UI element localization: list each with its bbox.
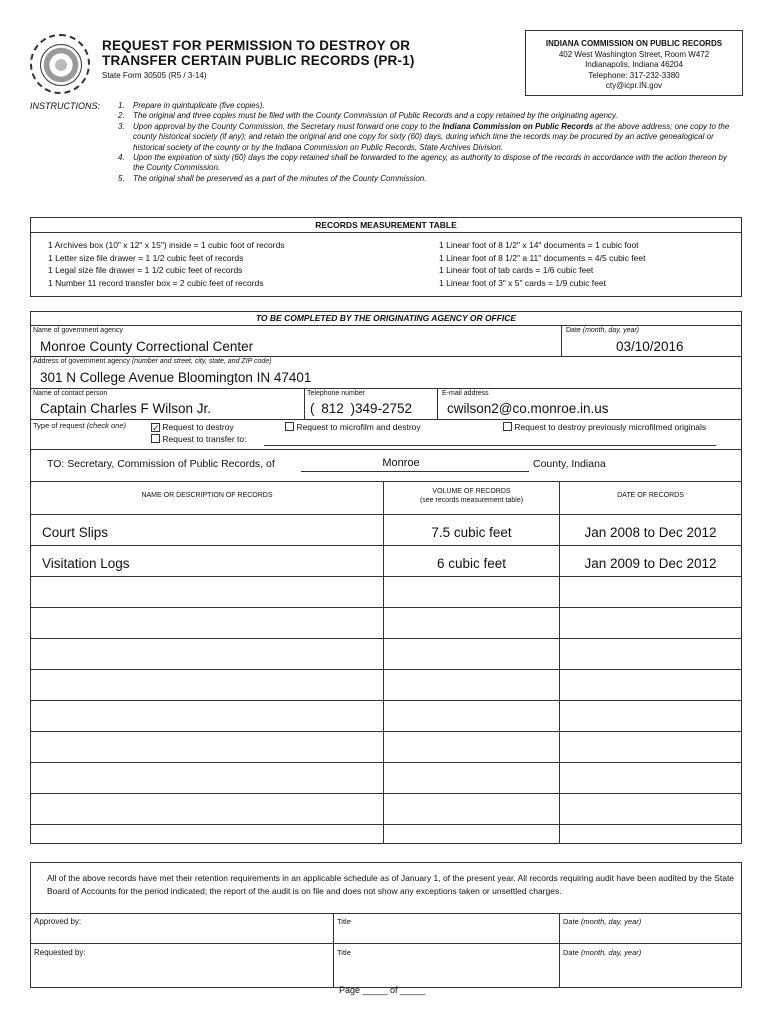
request-transfer-option[interactable]: Request to transfer to: [151,434,246,444]
phone-label: Telephone number [307,390,365,397]
instruction-item: 4. Upon the expiration of sixty (60) days the copy retained shall be forwarded to the agency, as authority to dispose of the records in accordance with the action thereon by the County Commission. [118,153,727,173]
agency-section [30,311,742,844]
email-label: E-mail address [442,390,489,397]
measurement-left-column: 1 Archives box (10" x 12" x 15") inside = 1 cubic foot of records 1 Letter size file drawer = 1 1/2 cubic feet of records 1 Legal size file drawer = 1 1/2 cubic feet of records 1 Number 11 record transfer box = 2 cubic feet of records [48,240,285,289]
state-seal-icon [30,34,90,94]
agency-name-field[interactable]: Monroe County Correctional Center [40,339,254,354]
email-field[interactable]: cwilson2@co.monroe.in.us [447,401,609,416]
requested-by-label: Requested by: [34,948,86,957]
instruction-item: 5. The original shall be preserved as a part of the minutes of the County Commission. [118,173,427,183]
record-name-cell[interactable]: Court Slips [42,525,109,540]
agency-name-label: Name of government agency [33,327,123,334]
contact-label: Name of contact person [33,390,108,397]
request-destroy-microfilmed-option[interactable]: Request to destroy previously microfilmed originals [503,422,706,432]
address-label: Address of government agency (number and street, city, state, and ZIP code) [33,358,272,365]
request-type-label: Type of request (check one) [33,421,126,430]
record-name-cell[interactable]: Visitation Logs [42,556,130,571]
instruction-item: 1. Prepare in quintuplicate (five copies). [118,101,265,110]
measurement-right-column: 1 Linear foot of 8 1/2" x 14" documents = 1 cubic foot 1 Linear foot of 8 1/2" a 11" documents = 4/5 cubic feet 1 Linear foot of tab cards = 1/6 cubic feet 1 Linear foot of 3" x 5" cards = 1/9 cubic feet [439,240,646,289]
request-destroy-option[interactable]: ✓ Request to destroy [152,422,234,433]
request-microfilm-option[interactable]: Request to microfilm and destroy [285,422,421,432]
approval-section [30,862,742,988]
instructions-list [118,101,730,184]
records-measurement-table [30,217,742,297]
county-field[interactable]: Monroe [301,458,529,472]
record-dates-cell[interactable]: Jan 2009 to Dec 2012 [584,556,717,571]
record-volume-cell[interactable]: 7.5 cubic feet [431,525,512,540]
form-number: State Form 30505 (R5 / 3-14) [102,71,207,80]
request-transfer-checkbox[interactable] [151,434,160,443]
county-suffix: County, Indiana [533,458,606,470]
date-field[interactable]: 03/10/2016 [616,339,684,354]
approved-by-label: Approved by: [34,917,82,926]
request-destroy-microfilmed-checkbox[interactable] [503,422,512,431]
commission-address-box: INDIANA COMMISSION ON PUBLIC RECORDS 402 West Washington Street, Room W472 Indianapolis, Indiana 46204 Telephone: 317-232-3380 cty@icpr.IN.gov [525,30,743,96]
col-dates-header: DATE OF RECORDS [617,492,684,499]
page-number: Page _____ of _____ [339,985,426,995]
agency-section-title: TO BE COMPLETED BY THE ORIGINATING AGENCY OR OFFICE [31,312,741,326]
form-title: REQUEST FOR PERMISSION TO DESTROY OR TRANSFER CERTAIN PUBLIC RECORDS (PR-1) [102,38,415,68]
col-volume-header: VOLUME OF RECORDS (see records measurement table) [419,488,524,504]
transfer-to-line [264,445,716,446]
record-volume-cell[interactable]: 6 cubic feet [436,556,507,571]
phone-field[interactable]: ( 812 )349-2752 [310,401,413,416]
requested-date-label: Date (month, day, year) [563,948,642,957]
approved-date-label: Date (month, day, year) [563,917,642,926]
date-label: Date (month, day, year) [566,327,640,334]
request-destroy-checkbox[interactable]: ✓ [152,423,160,433]
address-field[interactable]: 301 N College Avenue Bloomington IN 47401 [40,370,312,385]
to-secretary-line: TO: Secretary, Commission of Public Records, of [47,458,275,470]
approved-title-label: Title [337,917,351,926]
audit-statement: All of the above records have met their retention requirements in an applicable schedule as of January 1, of the present year. All records requiring audit have been audited by the State Board of Accounts for the period indicated; the report of the audit is on file and does not show any exceptions taken or unsettled charges. [47,873,735,896]
instructions-label: INSTRUCTIONS: [30,101,101,111]
col-name-header: NAME OR DESCRIPTION OF RECORDS [141,492,273,499]
measurement-table-title: RECORDS MEASUREMENT TABLE [31,218,741,233]
request-microfilm-checkbox[interactable] [285,422,294,431]
instruction-item: 2. The original and three copies must be filed with the County Commission of Public Records and a copy retained by the originating agency. [118,111,618,121]
requested-title-label: Title [337,948,351,957]
contact-field[interactable]: Captain Charles F Wilson Jr. [40,401,212,416]
record-dates-cell[interactable]: Jan 2008 to Dec 2012 [584,525,717,540]
instruction-item: 3. Upon approval by the County Commission, the Secretary must forward one copy to the Indiana Commission on Public Records at the above address; one copy to the county historical society (if any); and retain the original and one copy for sixty (60) days, during which time the records may be procured by an active genealogical or historical society of the county or by the Indiana Commission on Public Records, State Archives Division. [118,121,730,152]
